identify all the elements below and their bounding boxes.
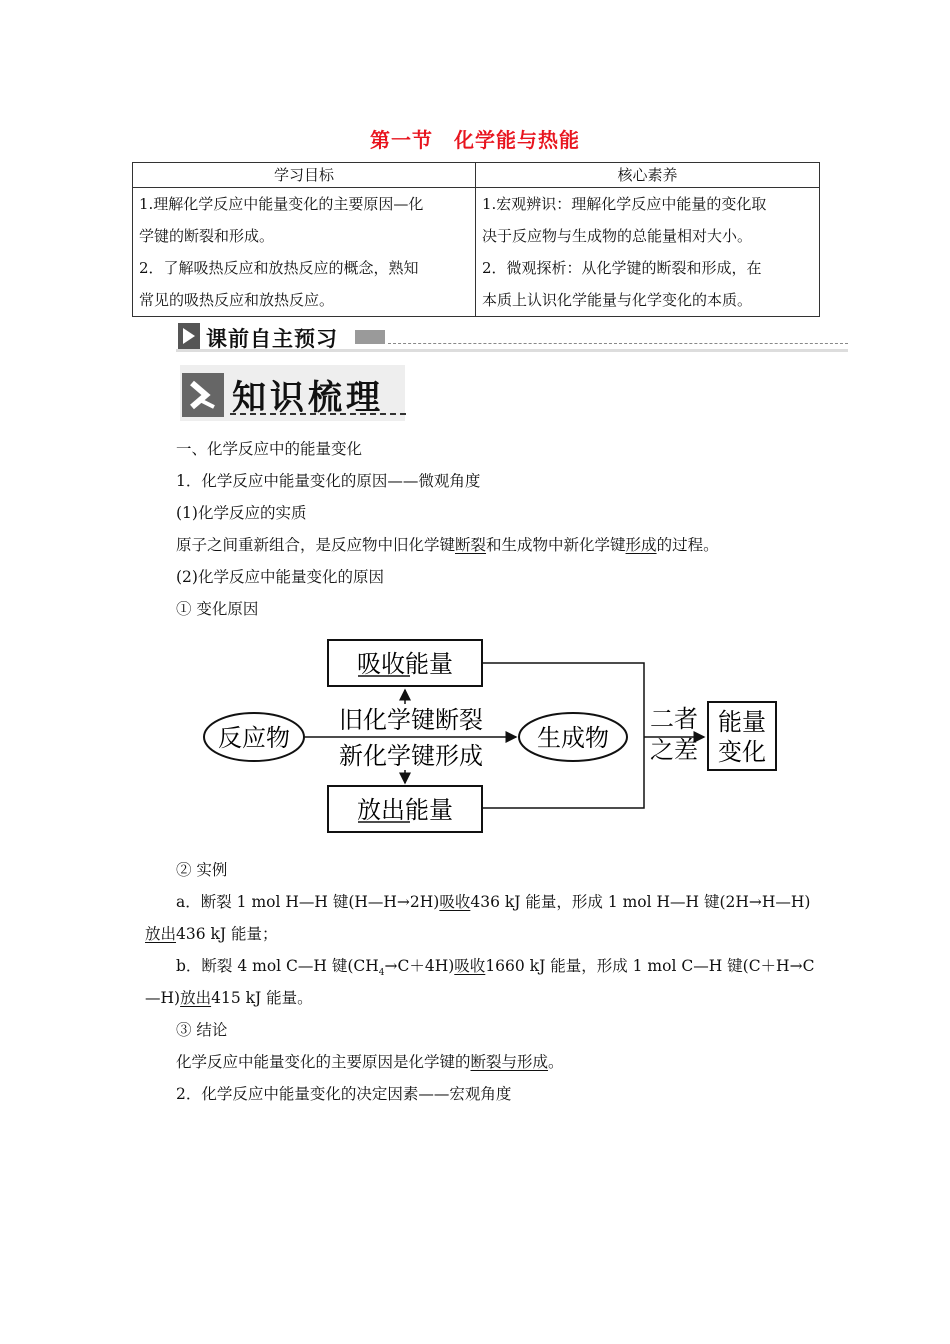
energy-change-diagram — [196, 630, 786, 840]
heading-1-2: 2．化学反应中能量变化的决定因素——宏观角度 — [176, 1085, 512, 1103]
difference-label-2: 之差 — [650, 736, 698, 764]
example-b-line1: b．断裂 4 mol C—H 键$(CH_4\to C+4H)$吸收1660 kJ 能量，形成 1 mol C—H 键(C＋H→C — [176, 957, 815, 979]
knowledge-banner-dash — [230, 413, 406, 415]
release-energy-label: 放出能量 — [357, 796, 453, 824]
product-label: 生成物 — [537, 724, 609, 752]
section-banner-dash — [388, 343, 848, 344]
section-banner-block — [355, 330, 385, 344]
energy-change-label-2: 变化 — [718, 738, 766, 766]
heading-essence: (1)化学反应的实质 — [176, 504, 307, 522]
reactant-label: 反应物 — [218, 724, 290, 752]
heading-change-cause: ① 变化原因 — [176, 600, 259, 618]
page-title: 第一节 化学能与热能 — [370, 128, 580, 152]
difference-label-1: 二者 — [650, 705, 698, 733]
bond-form-label: 新化学键形成 — [339, 742, 483, 770]
goals-cell: 1.理解化学反应中能量变化的主要原因—化 学键的断裂和形成。 2．了解吸热反应和放热反应的概念，熟知 常见的吸热反应和放热反应。 — [133, 188, 476, 317]
example-a-line1: a．断裂 1 mol H—H 键(H—H→2H)吸收436 kJ 能量，形成 1 mol H—H 键(2H→H—H) — [176, 893, 811, 911]
arrow-icon — [178, 323, 200, 349]
goals-header: 学习目标 — [133, 163, 476, 188]
energy-change-label-1: 能量 — [718, 708, 766, 736]
section-banner: 课前自主预习 — [206, 327, 338, 351]
learning-goals-table — [132, 162, 820, 317]
paragraph-essence: 原子之间重新组合，是反应物中旧化学键断裂和生成物中新化学键形成的过程。 — [176, 536, 719, 554]
paragraph-conclusion: 化学反应中能量变化的主要原因是化学键的断裂与形成。 — [176, 1053, 564, 1071]
heading-1-1: 1．化学反应中能量变化的原因——微观角度 — [176, 472, 481, 490]
heading-examples: ② 实例 — [176, 861, 228, 879]
knowledge-banner: 知识梳理 — [232, 378, 384, 418]
example-b-line2: —H)放出415 kJ 能量。 — [145, 989, 313, 1007]
literacy-header: 核心素养 — [476, 163, 820, 188]
heading-conclusion: ③ 结论 — [176, 1021, 228, 1039]
heading-1: 一、化学反应中的能量变化 — [176, 440, 363, 458]
bond-break-label: 旧化学键断裂 — [339, 706, 483, 734]
literacy-cell: 1.宏观辨识：理解化学反应中能量的变化取 决于反应物与生成物的总能量相对大小。 2．微观探析：从化学键的断裂和形成，在 本质上认识化学能量与化学变化的本质。 — [476, 188, 820, 317]
heading-cause: (2)化学反应中能量变化的原因 — [176, 568, 384, 586]
example-a-line2: 放出436 kJ 能量； — [145, 925, 278, 943]
absorb-energy-label: 吸收能量 — [357, 650, 453, 678]
chevron-icon — [182, 373, 224, 417]
